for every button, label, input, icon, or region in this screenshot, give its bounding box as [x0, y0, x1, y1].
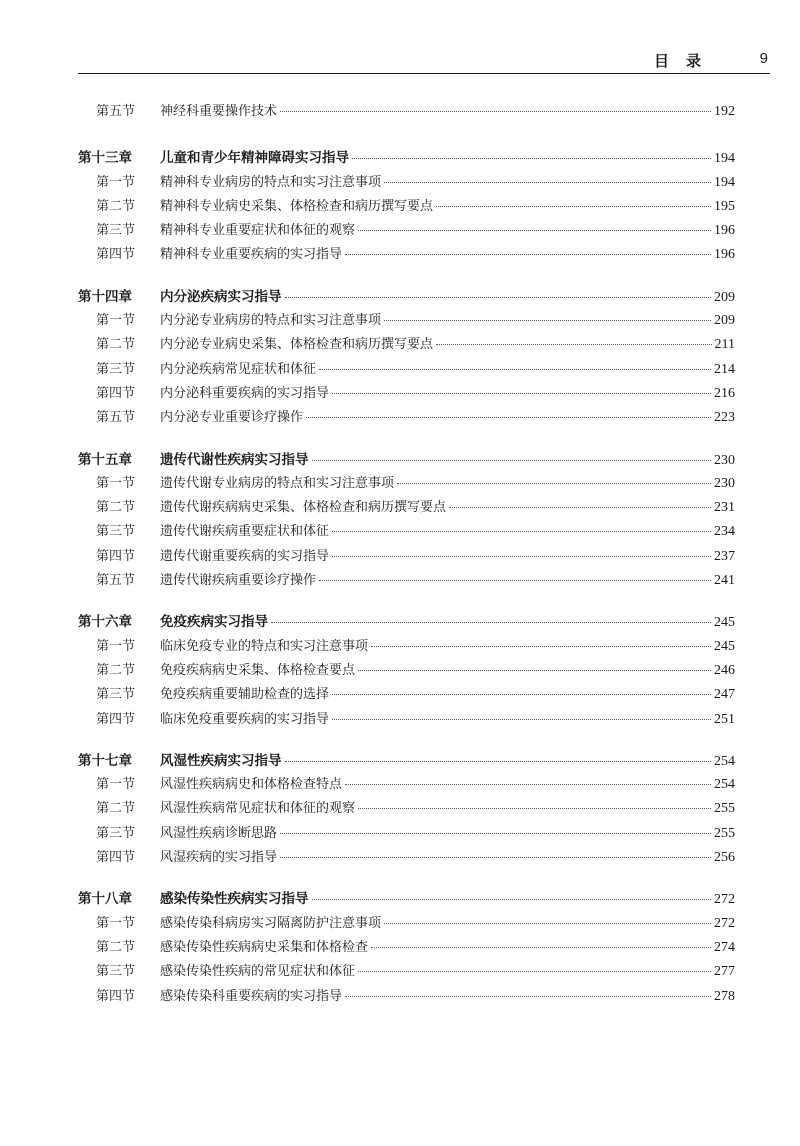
- toc-section-entry[interactable]: [78, 472, 735, 496]
- toc-chapter-entry[interactable]: [78, 887, 735, 911]
- chapter-block: [78, 448, 735, 594]
- toc-section-entry[interactable]: [78, 333, 735, 357]
- toc-section-entry-leader-dots: [358, 230, 711, 231]
- toc-section-entry-title: 遗传代谢疾病重要诊疗操作: [160, 573, 317, 589]
- toc-section-entry-label: 第二节: [96, 939, 136, 955]
- toc-section-entry-page: 274: [714, 939, 735, 955]
- toc-section-entry[interactable]: [78, 936, 735, 960]
- toc-chapter-entry-label: 第十五章: [78, 451, 132, 468]
- toc-chapter-entry-title: 儿童和青少年精神障碍实习指导: [160, 150, 349, 167]
- toc-section-entry-label: 第三节: [96, 524, 136, 540]
- toc-section-entry-page: 214: [714, 361, 735, 377]
- toc-section-entry[interactable]: [78, 219, 735, 243]
- toc-section-entry-title: 遗传代谢专业病房的特点和实习注意事项: [160, 475, 395, 491]
- toc-section-entry-leader-dots: [332, 531, 711, 532]
- toc-chapter-entry-label: 第十八章: [78, 891, 132, 908]
- toc-section-entry-title: 临床免疫重要疾病的实习指导: [160, 711, 330, 727]
- toc-chapter-entry-leader-dots: [285, 761, 712, 762]
- toc-section-entry-label: 第四节: [96, 711, 136, 727]
- toc-section-entry[interactable]: [78, 683, 735, 707]
- toc-section-entry[interactable]: [78, 309, 735, 333]
- toc-chapter-entry-label: 第十三章: [78, 150, 132, 167]
- table-of-contents: [78, 100, 735, 1026]
- toc-section-entry-page: 196: [714, 247, 735, 263]
- toc-section-entry-title: 感染传染科重要疾病的实习指导: [160, 988, 343, 1004]
- toc-section-entry-label: 第三节: [96, 223, 136, 239]
- toc-section-entry-label: 第二节: [96, 500, 136, 516]
- header-rule: [78, 73, 770, 74]
- toc-section-entry-label: 第一节: [96, 777, 136, 793]
- toc-section-entry-title: 免疫疾病重要辅助检查的选择: [160, 687, 330, 703]
- toc-section-entry-label: 第二节: [96, 662, 136, 678]
- toc-section-entry-label: 第三节: [96, 687, 136, 703]
- toc-chapter-entry-page: 245: [714, 615, 735, 631]
- toc-section-entry-title: 内分泌科重要疾病的实习指导: [160, 385, 330, 401]
- toc-section-entry-leader-dots: [280, 111, 711, 112]
- toc-section-entry-title: 感染传染科病房实习隔离防护注意事项: [160, 915, 382, 931]
- toc-section-entry-leader-dots: [449, 507, 711, 508]
- toc-section-entry[interactable]: [78, 773, 735, 797]
- chapter-block: [78, 610, 735, 731]
- toc-section-entry[interactable]: [78, 195, 735, 219]
- toc-section-entry-label: 第一节: [96, 174, 136, 190]
- chapter-block: [78, 146, 735, 267]
- toc-section-entry-page: 246: [714, 662, 735, 678]
- toc-section-entry[interactable]: [78, 243, 735, 267]
- toc-section-entry-page: 251: [714, 711, 735, 727]
- toc-section-entry-title: 风湿疾病的实习指导: [160, 850, 278, 866]
- toc-section-entry-leader-dots: [345, 784, 711, 785]
- toc-section-entry-page: 272: [714, 915, 735, 931]
- toc-section-entry-label: 第四节: [96, 850, 136, 866]
- toc-section-entry-page: 247: [714, 687, 735, 703]
- toc-section-entry-page: 209: [714, 313, 735, 329]
- header-title: 目 录: [653, 52, 702, 70]
- toc-section-entry-leader-dots: [384, 320, 711, 321]
- toc-section-entry-page: 192: [714, 104, 735, 119]
- toc-section-entry-label: 第四节: [96, 548, 136, 564]
- toc-section-entry-label: 第三节: [96, 825, 136, 841]
- toc-section-entry-page: 216: [714, 385, 735, 401]
- toc-section-entry-page: 255: [714, 801, 735, 817]
- toc-section-entry-leader-dots: [371, 646, 711, 647]
- toc-section-entry-leader-dots: [319, 369, 711, 370]
- toc-section-entry-title: 神经科重要操作技术: [160, 104, 278, 119]
- toc-section-entry-label: 第三节: [96, 964, 136, 980]
- toc-chapter-entry-label: 第十六章: [78, 614, 132, 631]
- toc-section-entry-page: 195: [714, 198, 735, 214]
- toc-section-entry[interactable]: [78, 822, 735, 846]
- toc-chapter-entry[interactable]: [78, 610, 735, 634]
- toc-section-entry-label: 第五节: [96, 573, 136, 589]
- toc-section-entry[interactable]: [78, 985, 735, 1009]
- toc-section-entry-label: 第二节: [96, 198, 136, 214]
- toc-chapter-entry-page: 230: [714, 452, 735, 468]
- toc-section-entry-page: 241: [714, 573, 735, 589]
- toc-chapter-entry-leader-dots: [271, 622, 711, 623]
- toc-chapter-entry-page: 254: [714, 753, 735, 769]
- toc-section-entry-title: 感染传染性疾病的常见症状和体征: [160, 964, 356, 980]
- toc-section-entry[interactable]: [78, 100, 735, 124]
- toc-section-entry[interactable]: [78, 797, 735, 821]
- toc-section-entry-leader-dots: [397, 483, 711, 484]
- running-header: [78, 48, 770, 74]
- chapter-block: [78, 887, 735, 1008]
- toc-section-entry-label: 第二节: [96, 801, 136, 817]
- header-page-number: 9: [759, 50, 768, 67]
- toc-chapter-entry-leader-dots: [312, 460, 712, 461]
- toc-section-entry-leader-dots: [358, 971, 711, 972]
- toc-section-entry-page: 230: [714, 475, 735, 491]
- toc-section-entry[interactable]: [78, 520, 735, 544]
- toc-section-entry-leader-dots: [436, 206, 711, 207]
- toc-section-entry[interactable]: [78, 406, 735, 430]
- toc-section-entry-leader-dots: [332, 694, 711, 695]
- toc-chapter-entry-page: 272: [714, 892, 735, 908]
- toc-chapter-entry[interactable]: [78, 448, 735, 472]
- toc-chapter-entry-page: 209: [714, 289, 735, 305]
- toc-section-entry-label: 第一节: [96, 313, 136, 329]
- toc-section-entry-label: 第五节: [96, 104, 136, 119]
- toc-section-entry-leader-dots: [332, 393, 711, 394]
- toc-section-entry-title: 精神科专业重要症状和体征的观察: [160, 223, 356, 239]
- toc-section-entry-label: 第四节: [96, 385, 136, 401]
- toc-section-entry-title: 风湿性疾病常见症状和体征的观察: [160, 801, 356, 817]
- toc-section-entry-page: 245: [714, 638, 735, 654]
- toc-section-entry[interactable]: [78, 960, 735, 984]
- toc-section-entry[interactable]: [78, 496, 735, 520]
- toc-section-entry[interactable]: [78, 569, 735, 593]
- toc-section-entry-leader-dots: [345, 996, 711, 997]
- toc-chapter-entry[interactable]: [78, 146, 735, 170]
- toc-section-entry-title: 内分泌疾病常见症状和体征: [160, 361, 317, 377]
- toc-section-entry-leader-dots: [436, 344, 712, 345]
- toc-section-entry[interactable]: [78, 912, 735, 936]
- toc-chapter-entry[interactable]: [78, 285, 735, 309]
- toc-section-entry-label: 第四节: [96, 988, 136, 1004]
- toc-section-entry-title: 遗传代谢疾病重要症状和体征: [160, 524, 330, 540]
- toc-section-entry-leader-dots: [319, 580, 711, 581]
- toc-chapter-entry-title: 内分泌疾病实习指导: [160, 288, 282, 305]
- toc-section-entry[interactable]: [78, 171, 735, 195]
- toc-section-entry[interactable]: [78, 545, 735, 569]
- chapter-continuation: [78, 100, 735, 124]
- toc-section-entry[interactable]: [78, 382, 735, 406]
- toc-section-entry[interactable]: [78, 708, 735, 732]
- toc-chapter-entry-label: 第十七章: [78, 752, 132, 769]
- toc-section-entry-title: 临床免疫专业的特点和实习注意事项: [160, 638, 369, 654]
- toc-section-entry-leader-dots: [306, 417, 711, 418]
- toc-section-entry-page: 231: [714, 500, 735, 516]
- toc-section-entry-page: 278: [714, 988, 735, 1004]
- toc-section-entry[interactable]: [78, 846, 735, 870]
- chapter-block: [78, 285, 735, 431]
- chapter-block: [78, 749, 735, 870]
- toc-section-entry-page: 223: [714, 410, 735, 426]
- toc-section-entry-title: 内分泌专业病房的特点和实习注意事项: [160, 313, 382, 329]
- toc-chapter-entry-leader-dots: [312, 899, 712, 900]
- toc-chapter-entry-title: 免疫疾病实习指导: [160, 614, 268, 631]
- toc-section-entry-label: 第五节: [96, 410, 136, 426]
- toc-section-entry-page: 256: [714, 850, 735, 866]
- toc-section-entry-title: 风湿性疾病诊断思路: [160, 825, 278, 841]
- toc-section-entry-leader-dots: [384, 923, 711, 924]
- toc-section-entry-leader-dots: [332, 719, 711, 720]
- toc-section-entry-leader-dots: [332, 556, 711, 557]
- toc-section-entry-page: 237: [714, 548, 735, 564]
- toc-section-entry-leader-dots: [280, 857, 711, 858]
- toc-chapter-entry-title: 感染传染性疾病实习指导: [160, 891, 309, 908]
- toc-chapter-entry-leader-dots: [285, 297, 712, 298]
- toc-chapter-entry-title: 遗传代谢性疾病实习指导: [160, 451, 309, 468]
- toc-chapter-entry-page: 194: [714, 151, 735, 167]
- toc-section-entry-label: 第三节: [96, 361, 136, 377]
- toc-section-entry-page: 211: [714, 337, 735, 353]
- toc-section-entry-leader-dots: [345, 254, 711, 255]
- toc-section-entry-leader-dots: [358, 670, 711, 671]
- toc-section-entry-title: 内分泌专业病史采集、体格检查和病历撰写要点: [160, 337, 434, 353]
- toc-chapter-entry[interactable]: [78, 749, 735, 773]
- toc-section-entry-page: 194: [714, 174, 735, 190]
- toc-section-entry-title: 感染传染性疾病病史采集和体格检查: [160, 939, 369, 955]
- toc-section-entry-label: 第四节: [96, 247, 136, 263]
- toc-chapter-entry-title: 风湿性疾病实习指导: [160, 752, 282, 769]
- toc-section-entry-title: 精神科专业病房的特点和实习注意事项: [160, 174, 382, 190]
- toc-section-entry-label: 第二节: [96, 337, 136, 353]
- toc-section-entry-title: 遗传代谢疾病病史采集、体格检查和病历撰写要点: [160, 500, 447, 516]
- toc-section-entry-title: 风湿性疾病病史和体格检查特点: [160, 777, 343, 793]
- toc-chapter-entry-leader-dots: [352, 158, 711, 159]
- toc-section-entry[interactable]: [78, 635, 735, 659]
- toc-section-entry-title: 遗传代谢重要疾病的实习指导: [160, 548, 330, 564]
- toc-section-entry-page: 234: [714, 524, 735, 540]
- toc-section-entry-leader-dots: [280, 833, 711, 834]
- toc-section-entry-page: 254: [714, 777, 735, 793]
- toc-section-entry-page: 196: [714, 223, 735, 239]
- toc-section-entry-label: 第一节: [96, 475, 136, 491]
- toc-section-entry-page: 255: [714, 825, 735, 841]
- toc-section-entry-leader-dots: [358, 808, 711, 809]
- toc-section-entry-label: 第一节: [96, 915, 136, 931]
- toc-section-entry-title: 精神科专业重要疾病的实习指导: [160, 247, 343, 263]
- toc-section-entry-leader-dots: [384, 182, 711, 183]
- toc-section-entry[interactable]: [78, 358, 735, 382]
- toc-chapter-entry-label: 第十四章: [78, 288, 132, 305]
- toc-section-entry-page: 277: [714, 964, 735, 980]
- toc-section-entry-leader-dots: [371, 947, 711, 948]
- toc-section-entry-title: 精神科专业病史采集、体格检查和病历撰写要点: [160, 198, 434, 214]
- toc-section-entry[interactable]: [78, 659, 735, 683]
- toc-section-entry-title: 免疫疾病病史采集、体格检查要点: [160, 662, 356, 678]
- toc-section-entry-title: 内分泌专业重要诊疗操作: [160, 410, 304, 426]
- toc-section-entry-label: 第一节: [96, 638, 136, 654]
